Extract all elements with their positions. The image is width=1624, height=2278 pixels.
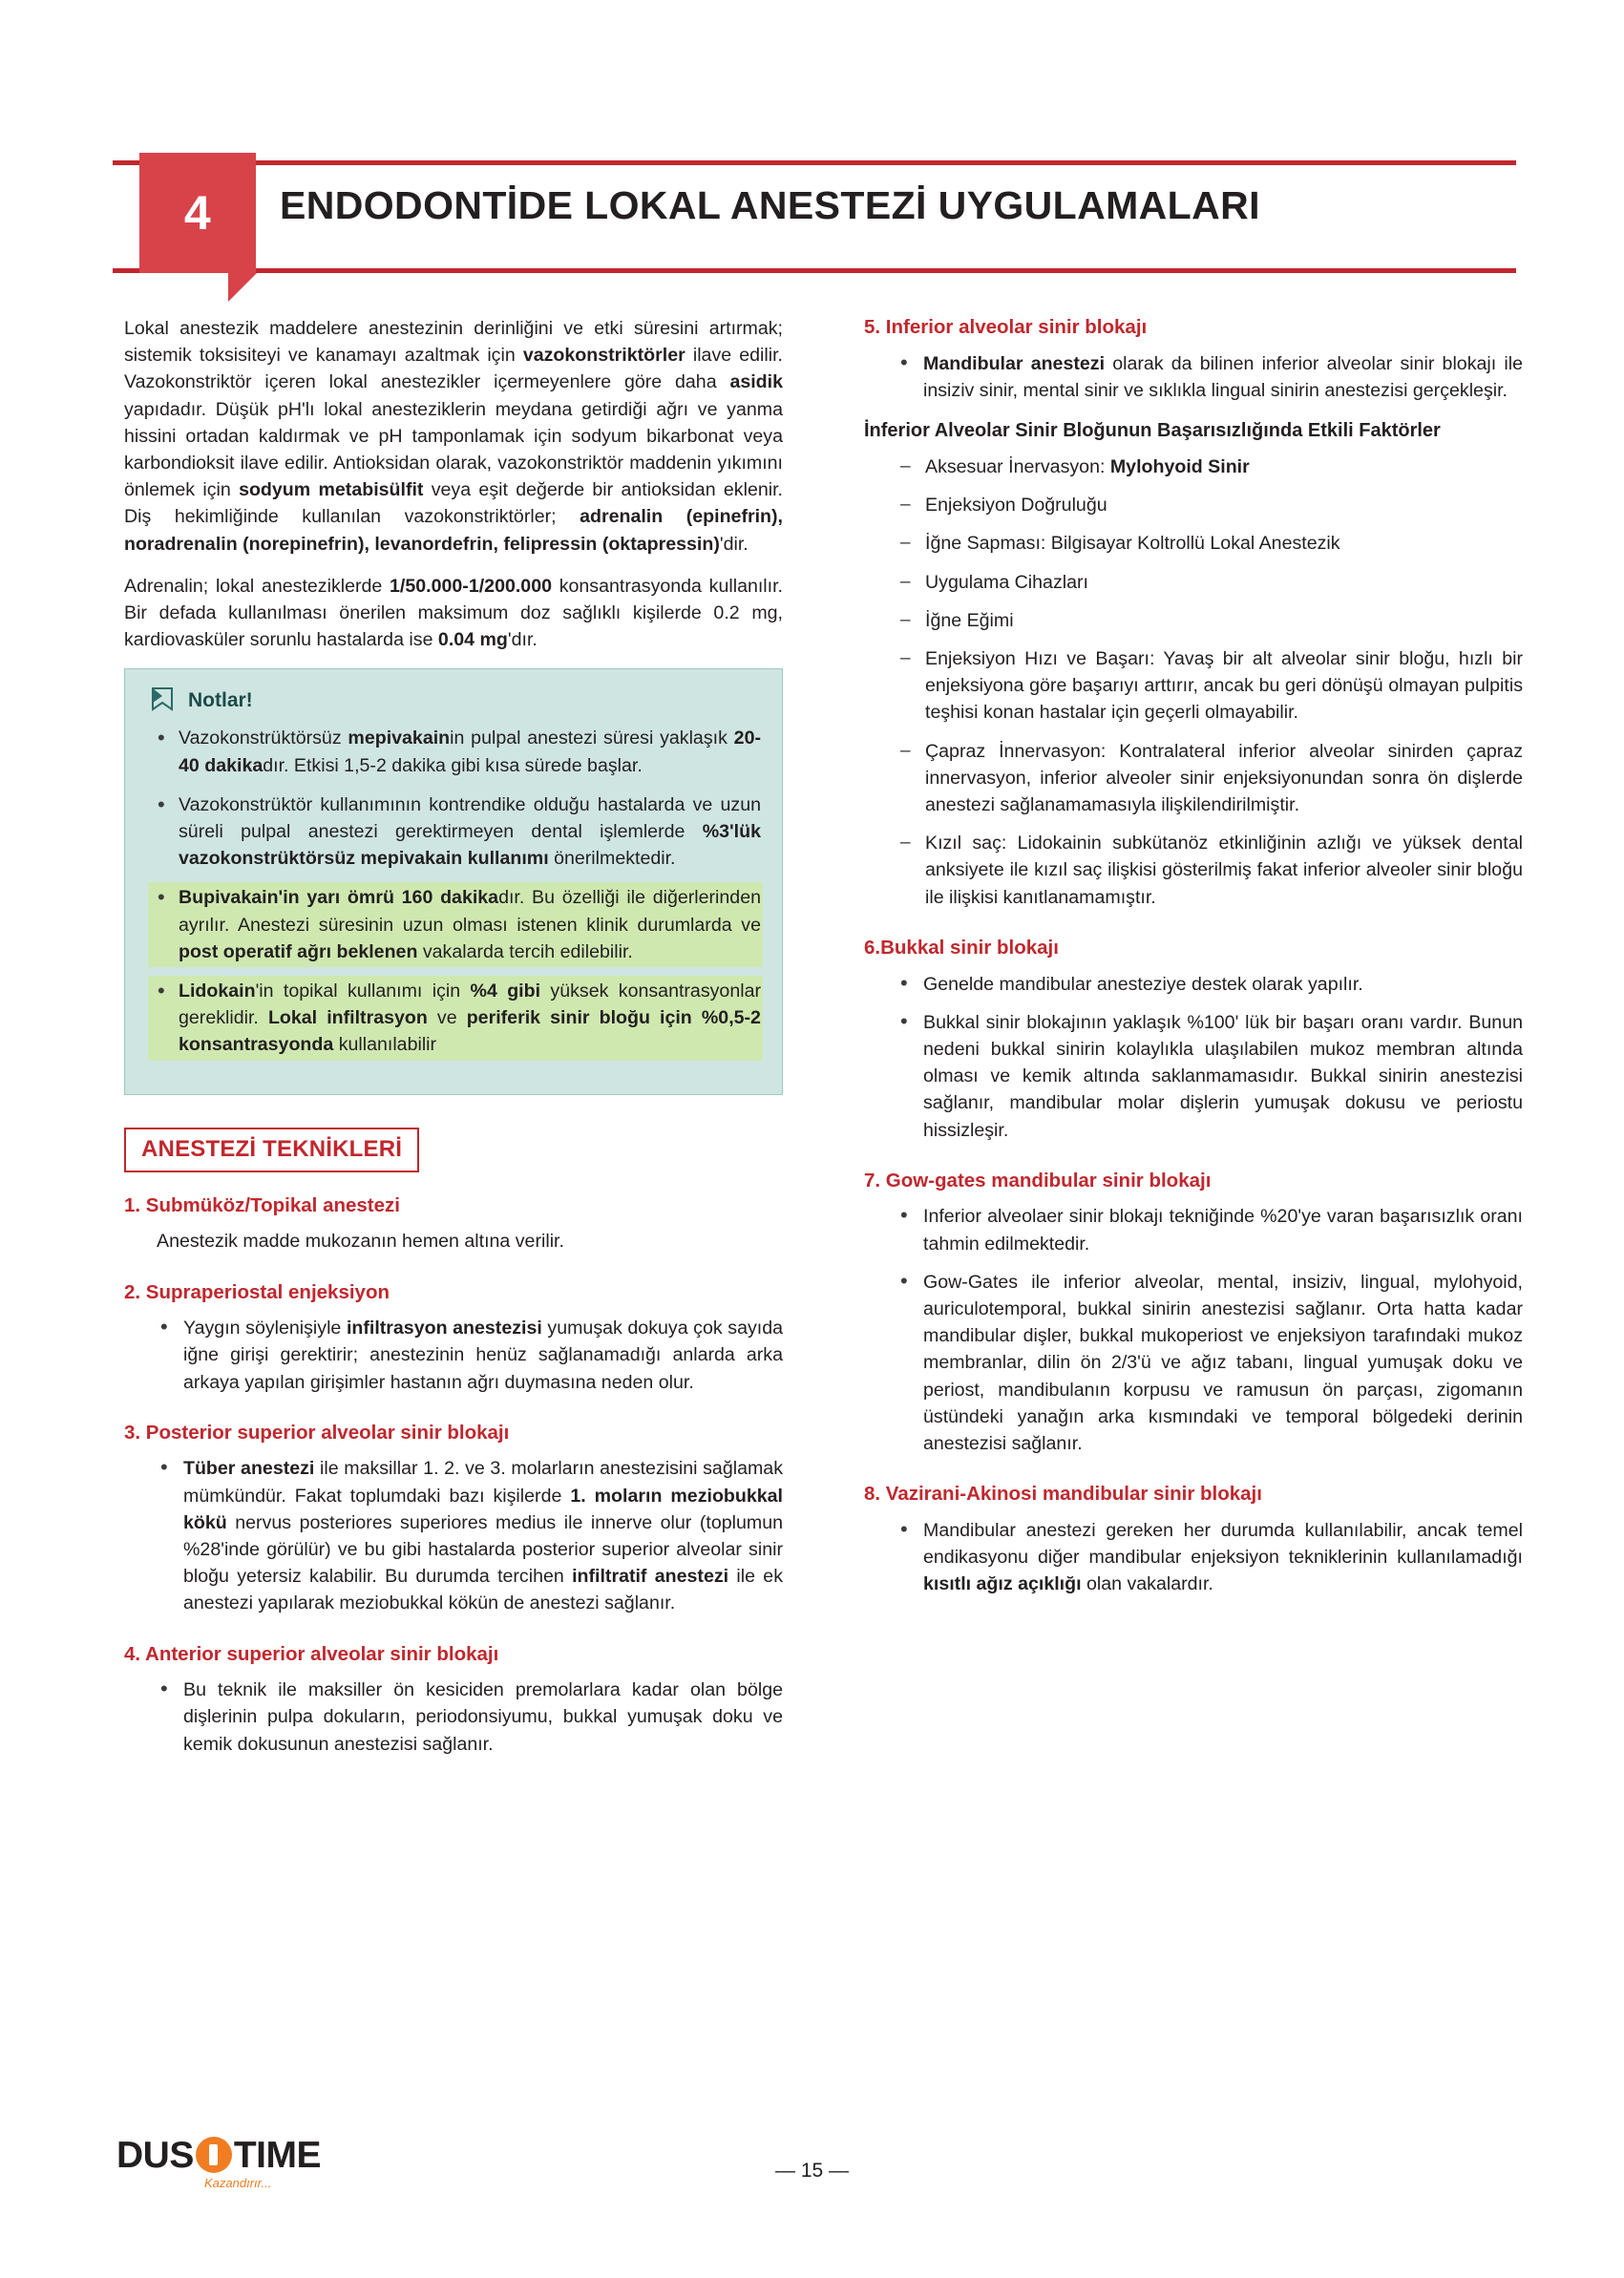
section-heading-5: 5. Inferior alveolar sinir blokajı (864, 316, 1148, 338)
section-heading-4: 4. Anterior superior alveolar sinir blokajı (124, 1642, 499, 1665)
notes-box-header (150, 686, 761, 715)
list-item: – Kızıl saç: Lidokainin subkütanöz etkinliğinin azlığı ve yüksek dental anksiyete ile kızıl saç ilişkisi gösterilmiş fakat inferior alveoler sinir bloğu ile ilişkisi kanıtlanamamıştır. (896, 830, 1523, 911)
section-5-bullets (864, 350, 1523, 404)
intro-paragraph-2: Adrenalin; lokal anesteziklerde 1/50.000-1/200.000 konsantrasyonda kullanılır. Bir defada kullanılması önerilen maksimum doz sağlıklı kişilerde 0.2 mg, kardiovasküler sorunlu hastalarda ise 0.04 mg'dır. (124, 575, 783, 651)
section-7-bullets (864, 1203, 1523, 1457)
list-item: – İğne Eğimi (896, 607, 1523, 634)
anesthesia-techniques-heading: ANESTEZİ TEKNİKLERİ (124, 1128, 419, 1172)
section-heading-7: 7. Gow-gates mandibular sinir blokajı (864, 1169, 1212, 1192)
list-item: – Çapraz İnnervasyon: Kontralateral inferior alveolar sinirden çapraz innervasyon, inferior alveoler sinir enjeksiyonundan sonra ön dişlerde anestezi sağlanamamasıyla ilişkilendirilmiştir. (896, 738, 1523, 819)
section-8-bullets (864, 1517, 1523, 1598)
section-2-bullets (124, 1315, 783, 1396)
logo-dus-text: DUS (116, 2135, 194, 2176)
list-item: • Bu teknik ile maksiller ön kesiciden premolarlara kadar olan bölge dişlerinin pulpa dokuların, periodonsiyumu, bukkal yumuşak doku ve kemik dokusunun anestezisi sağlanır. (157, 1677, 783, 1758)
left-column (124, 315, 783, 1769)
notes-list (150, 725, 761, 1058)
page-title: ENDODONTİDE LOKAL ANESTEZİ UYGULAMALARI (280, 183, 1260, 227)
list-item: – Uygulama Cihazları (896, 569, 1523, 596)
list-item: – Aksesuar İnervasyon: Mylohyoid Sinir (896, 453, 1523, 480)
list-item: – İğne Sapması: Bilgisayar Koltrollü Lokal Anestezik (896, 530, 1523, 557)
right-column (864, 315, 1523, 1609)
chapter-number-badge: 4 (139, 153, 256, 273)
section-heading-3: 3. Posterior superior alveolar sinir blokajı (124, 1421, 510, 1444)
list-item: – Enjeksiyon Hızı ve Başarı: Yavaş bir alt alveolar sinir bloğu, hızlı bir enjeksiyona göre başarıyı arttırır, ancak bu geri dönüşü olmayan pulpitis teşhisi konan hastalar için geçerli olmayabilir. (896, 645, 1523, 727)
header-rule-bottom (113, 268, 1516, 273)
list-item: • Mandibular anestezi gereken her durumda kullanılabilir, ancak temel endikasyonu diğer mandibular enjeksiyon tekniklerinin kullanılamadığı kısıtlı ağız açıklığı olan vakalardır. (896, 1517, 1523, 1598)
list-item: • Genelde mandibular anesteziye destek olarak yapılır. (896, 971, 1523, 998)
list-item: • Mandibular anestezi olarak da bilinen inferior alveolar sinir blokajı ile insiziv sinir, mental sinir ve sıklıkla lingual sinirin anestezisi gerçekleşir. (896, 350, 1523, 404)
list-item: – Enjeksiyon Doğruluğu (896, 492, 1523, 518)
note-item-highlighted: • Lidokain'in topikal kullanımı için %4 gibi yüksek konsantrasyonlar gereklidir. Lokal infiltrasyon ve periferik sinir bloğu için %0,5-2 konsantrasyonda kullanılabilir (150, 978, 761, 1059)
list-item: • Yaygın söylenişiyle infiltrasyon anestezisi yumuşak dokuya çok sayıda iğne girişi gerektirir; anestezinin henüz sağlanamadığı anlarda arka arkaya yapılan girişimler hastanın ağrı duymasına neden olur. (157, 1315, 783, 1396)
section-heading-1: 1. Submüköz/Topikal anestezi (124, 1193, 400, 1216)
header-rule-top (113, 160, 1516, 165)
section-heading-8: 8. Vazirani-Akinosi mandibular sinir blokajı (864, 1483, 1262, 1506)
intro-paragraph-1: Lokal anestezik maddelere anestezinin derinliğini ve etki süresini artırmak; sistemik toksisiteyi ve kanamayı azaltmak için vazokonstriktörler ilave edilir. Vazokonstriktör içeren lokal anestezikler içermeyenlere göre daha asidik yapıdadır. Düşük pH'lı lokal anesteziklerin meydana getirdiği ağrı ve yanma hissini ortadan kaldırmak ve pH tamponlamak için sodyum bikarbonat veya karbondioksit ilave edilir. Antioksidan olarak, vazokonstriktör maddenin yıkımını önlemek için sodyum metabisülfit veya eşit değerde bir antioksidan eklenir. Diş hekimliğinde kullanılan vazokonstriktörler; adrenalin (epinefrin), noradrenalin (norepinefrin), levanordefrin, felipressin (oktapressin)'dir. (124, 318, 783, 555)
notes-box-title: Notlar! (188, 689, 253, 712)
list-item: • Inferior alveolaer sinir blokajı tekniğinde %20'ye varan başarısızlık oranı tahmin edilmektedir. (896, 1203, 1523, 1256)
section-6-bullets (864, 971, 1523, 1144)
list-item: • Gow-Gates ile inferior alveolar, mental, insiziv, lingual, mylohyoid, auriculotemporal, bukkal sinirin anestezisi sağlanır. Orta hatta kadar mandibular dişler, bukkal mukoperiost ve enjeksiyon tarafındaki mukoz membranlar, dilin ön 2/3'ü ve ağız tabanı, lingual yumuşak doku ve periost, mandibulanın korpusu ve ramusun ön parçası, zigomanın üstündeki yanağın arka kısmındaki ve temporal bölgedeki derinin anestezisi sağlanır. (896, 1269, 1523, 1457)
logo-time-text: TIME (233, 2135, 322, 2176)
page-number: — 15 — (774, 2160, 850, 2182)
section-heading-6: 6.Bukkal sinir blokajı (864, 936, 1059, 959)
notes-box (124, 668, 783, 1094)
note-item-highlighted: • Bupivakain'in yarı ömrü 160 dakikadır. Bu özelliği ile diğerlerinden ayrılır. Anestezi süresinin uzun olması istenen klinik durumlarda ve post operatif ağrı beklenen vakalarda tercih edilebilir. (150, 884, 761, 965)
section-1-paragraph: Anestezik madde mukozanın hemen altına verilir. (157, 1231, 564, 1253)
list-item: • Bukkal sinir blokajının yaklaşık %100' lük bir başarı oranı vardır. Bunun nedeni bukkal sinirin kolaylıkla ulaşılabilen mukoz membran altında olması ve kemik altında saklanmamasıdır. Bukkal sinirin anestezisi sağlanır, mandibular molar dişlerin yumuşak dokusu ve periostu hissizleşir. (896, 1009, 1523, 1144)
section-heading-2: 2. Supraperiostal enjeksiyon (124, 1280, 390, 1303)
section-5-subheading: İnferior Alveolar Sinir Bloğunun Başarısızlığında Etkili Faktörler (864, 420, 1441, 442)
note-item: • Vazokonstrüktörsüz mepivakainin pulpal anestezi süresi yaklaşık 20-40 dakikadır. Etkisi 1,5-2 dakika gibi kısa sürede başlar. (150, 725, 761, 778)
section-3-bullets (124, 1455, 783, 1616)
section-4-bullets (124, 1677, 783, 1758)
note-item: • Vazokonstrüktör kullanımının kontrendike olduğu hastalarda ve uzun süreli pulpal anestezi gerektirmeyen dental işlemlerde %3'lük vazokonstrüktörsüz mepivakain kullanımı önerilmektedir. (150, 791, 761, 873)
list-item: • Tüber anestezi ile maksillar 1. 2. ve 3. molarların anestezisini sağlamak mümkündür. Fakat toplumdaki bazı kişilerde 1. moların meziobukkal kökü nervus posteriores superiores medius ile innerve olur (toplumun %28'inde görülür) ve bu gibi hastalarda posterior superior alveolar sinir bloğu yetersiz kalabilir. Bu durumda tercihen infiltratif anestezi ile ek anestezi yapılarak meziobukkal kökün de anestezi sağlanır. (157, 1455, 783, 1616)
section-5-factors-list (864, 453, 1523, 911)
logo-tagline: Kazandırır... (204, 2176, 272, 2190)
chapter-header (113, 160, 1516, 273)
note-flag-icon (150, 686, 175, 715)
